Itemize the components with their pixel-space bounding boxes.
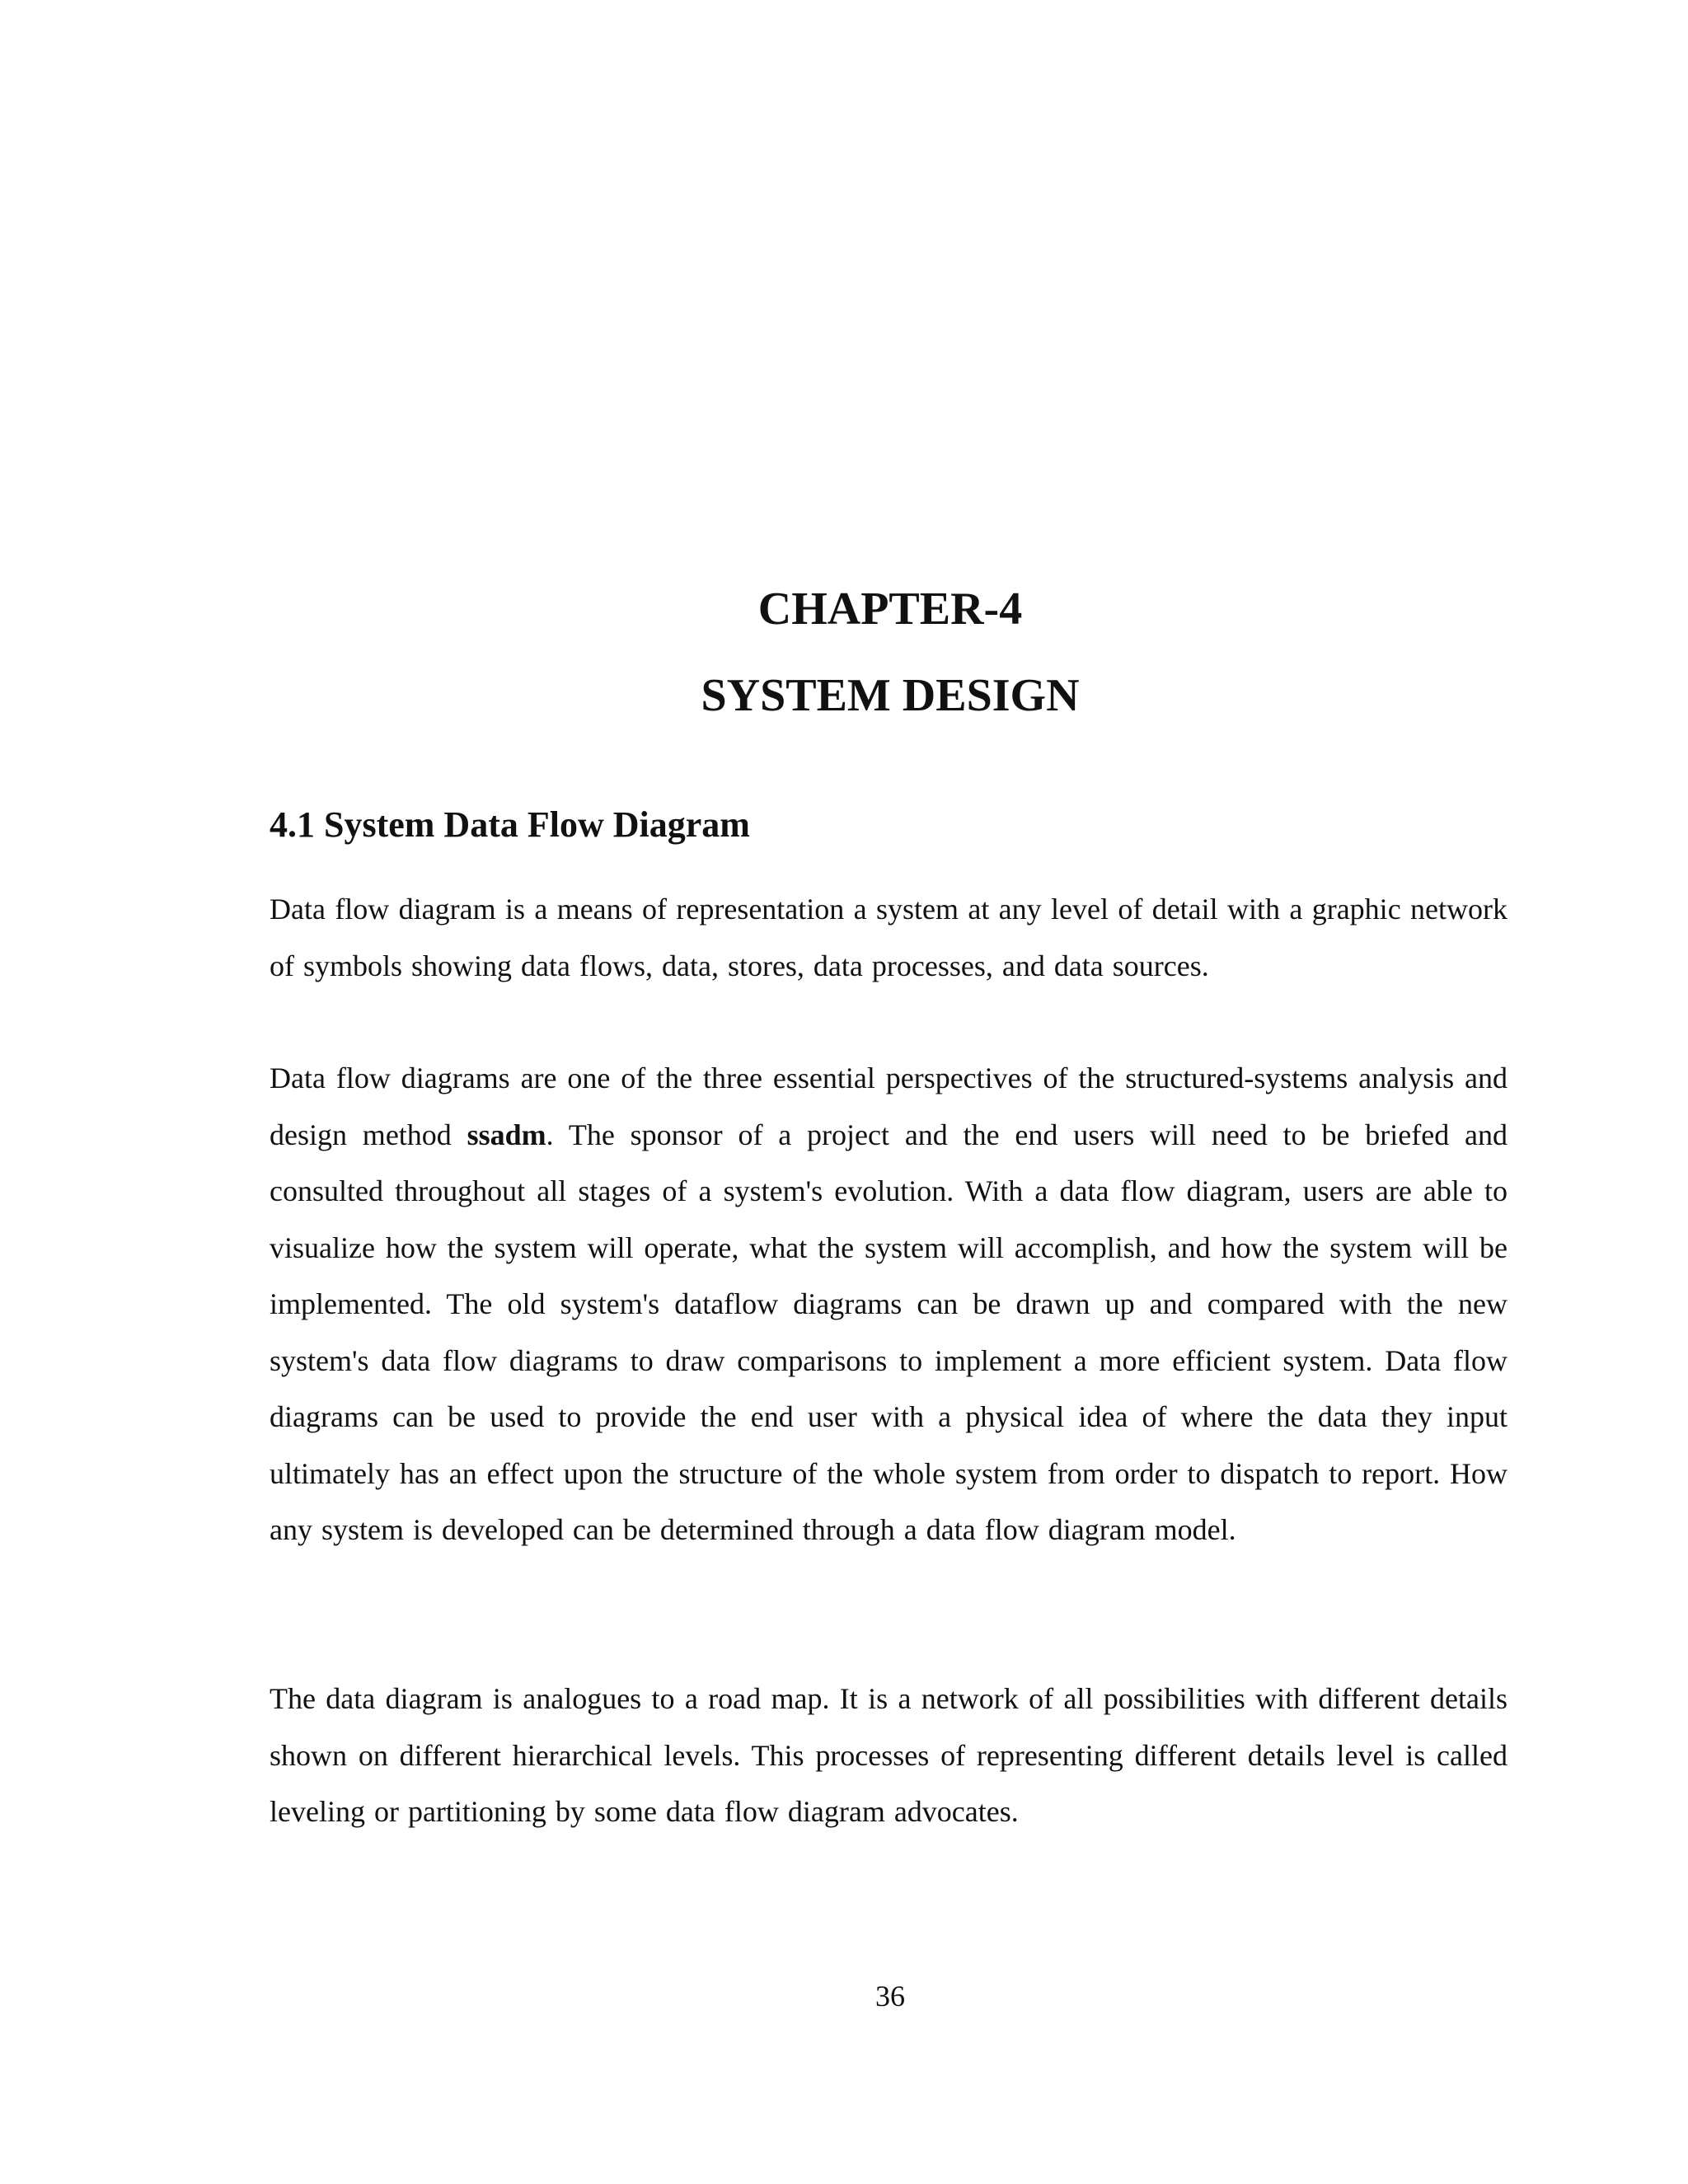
paragraph-dfd-perspectives: [270, 1050, 1507, 1558]
chapter-number: CHAPTER-4: [757, 583, 1023, 635]
paragraph-text-end: . The sponsor of a project and the end users will need to be briefed and consulted throughout all stages of a system's evolution. With a data flow diagram, users are able to visualize how the system will operate, what the system will accomplish, and how the system will be implemented. The old system's dataflow diagrams can be drawn up and compared with the new system's data flow diagrams to draw comparisons to implement a more efficient system. Data flow diagrams can be used to provide the end user with a physical idea of where the data they input ultimately has an effect upon the structure of the whole system from order to dispatch to report. How any system is developed can be determined through a data flow diagram model.: [270, 1118, 1507, 1546]
paragraph-text-start: Data flow diagrams are one of the three essential perspectives of the structured-systems analysis and design method: [270, 1062, 1507, 1151]
paragraph-road-map-analogy: The data diagram is analogues to a road map. It is a network of all possibilities with different details shown on different hierarchical levels. This processes of representing different details level is called leveling or partitioning by some data flow diagram advocates.: [270, 1682, 1507, 1828]
page-number: 36: [875, 1980, 905, 2013]
section-heading: 4.1 System Data Flow Diagram: [270, 804, 750, 845]
ssadm-term: ssadm: [467, 1118, 546, 1151]
paragraph-dfd-definition: Data flow diagram is a means of representation a system at any level of detail with a graphic network of symbols showing data flows, data, stores, data processes, and data sources.: [270, 893, 1507, 982]
chapter-title: SYSTEM DESIGN: [701, 670, 1080, 721]
